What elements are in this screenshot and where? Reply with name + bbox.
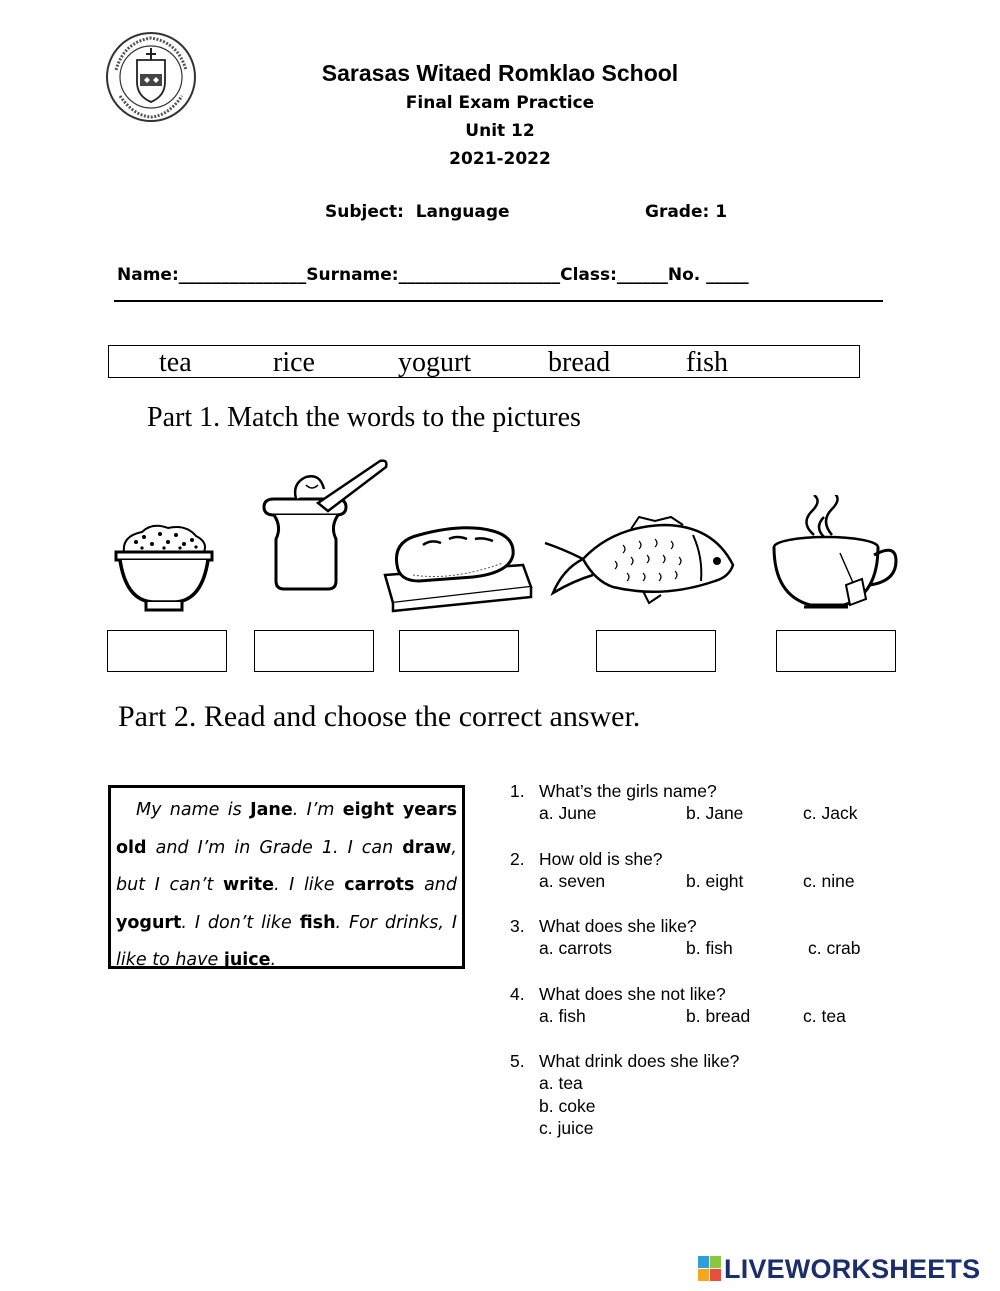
q3-option-a[interactable]: a. carrots — [539, 938, 612, 958]
answer-box-1[interactable] — [107, 630, 227, 672]
answer-box-5[interactable] — [776, 630, 896, 672]
word-bank — [108, 345, 860, 378]
yogurt-cup-image — [262, 455, 392, 595]
school-year: 2021-2022 — [449, 149, 551, 169]
question-text: What does she not like? — [539, 984, 726, 1004]
question-text: How old is she? — [539, 849, 663, 869]
subject-label: Subject: Language — [325, 202, 510, 222]
q1-option-b[interactable]: b. Jane — [686, 803, 744, 823]
word-rice: rice — [273, 347, 315, 378]
unit-label: Unit 12 — [465, 121, 535, 141]
answer-box-4[interactable] — [596, 630, 716, 672]
exam-title: Final Exam Practice — [405, 93, 595, 113]
part1-title: Part 1. Match the words to the pictures — [147, 402, 581, 433]
passage-keyword: Jane — [250, 800, 293, 820]
tea-cup-image — [770, 495, 900, 615]
word-bread: bread — [548, 347, 611, 378]
question-text: What drink does she like? — [539, 1051, 740, 1071]
q3-option-c[interactable]: c. crab — [808, 938, 861, 958]
question-number: 4. — [510, 984, 525, 1004]
fish-image — [543, 515, 743, 607]
liveworksheets-icon — [698, 1256, 722, 1282]
passage-text: . For drinks, I like to have — [116, 912, 457, 970]
question-text: What’s the girls name? — [539, 781, 717, 801]
school-name: Sarasas Witaed Romklao School — [321, 60, 679, 86]
word-yogurt: yogurt — [398, 347, 472, 378]
word-fish: fish — [686, 347, 728, 378]
passage-text: . — [270, 950, 277, 970]
passage-text: and — [414, 875, 457, 895]
question-number: 5. — [510, 1051, 525, 1071]
q2-option-c[interactable]: c. nine — [803, 871, 855, 891]
passage-keyword: eight years old — [116, 800, 457, 858]
student-info-line[interactable]: Name:_______________Surname:___________________Class:______No. _____ — [117, 265, 749, 285]
part2-title: Part 2. Read and choose the correct answer. — [118, 700, 641, 733]
passage-text: and I’m in Grade 1. I can — [146, 837, 403, 858]
passage-text: , but I can’t — [116, 837, 457, 895]
passage-text: . I’m — [292, 800, 343, 820]
passage-text: My name is — [136, 800, 251, 820]
bread-loaf-image — [383, 525, 533, 615]
q4-option-c[interactable]: c. tea — [803, 1006, 846, 1026]
brand-name: LIVEWORKSHEETS — [724, 1254, 981, 1284]
grade-label: Grade: 1 — [645, 202, 728, 222]
passage-keyword: juice — [223, 950, 271, 970]
passage-keyword: write — [222, 875, 274, 895]
passage-keyword: fish — [299, 912, 336, 933]
header-divider — [114, 300, 883, 302]
question-number: 1. — [510, 781, 525, 801]
word-tea: tea — [159, 347, 192, 378]
q3-option-b[interactable]: b. fish — [686, 938, 733, 958]
q5-option-c[interactable]: c. juice — [539, 1118, 594, 1138]
passage-text: . I don’t like — [181, 912, 300, 933]
passage-keyword: yogurt — [116, 912, 182, 933]
answer-box-3[interactable] — [399, 630, 519, 672]
question-text: What does she like? — [539, 916, 697, 936]
q2-option-b[interactable]: b. eight — [686, 871, 744, 891]
passage-text: . I like — [273, 875, 345, 895]
q1-option-a[interactable]: a. June — [539, 803, 597, 823]
passage-keyword: draw — [402, 837, 452, 858]
q4-option-b[interactable]: b. bread — [686, 1006, 751, 1026]
q1-option-c[interactable]: c. Jack — [803, 803, 858, 823]
q5-option-a[interactable]: a. tea — [539, 1073, 583, 1093]
answer-box-2[interactable] — [254, 630, 374, 672]
rice-bowl-image — [112, 520, 216, 615]
q4-option-a[interactable]: a. fish — [539, 1006, 586, 1026]
q5-option-b[interactable]: b. coke — [539, 1096, 596, 1116]
reading-passage — [108, 785, 465, 969]
question-number: 3. — [510, 916, 525, 936]
passage-keyword: carrots — [344, 875, 415, 895]
q2-option-a[interactable]: a. seven — [539, 871, 606, 891]
question-number: 2. — [510, 849, 525, 869]
